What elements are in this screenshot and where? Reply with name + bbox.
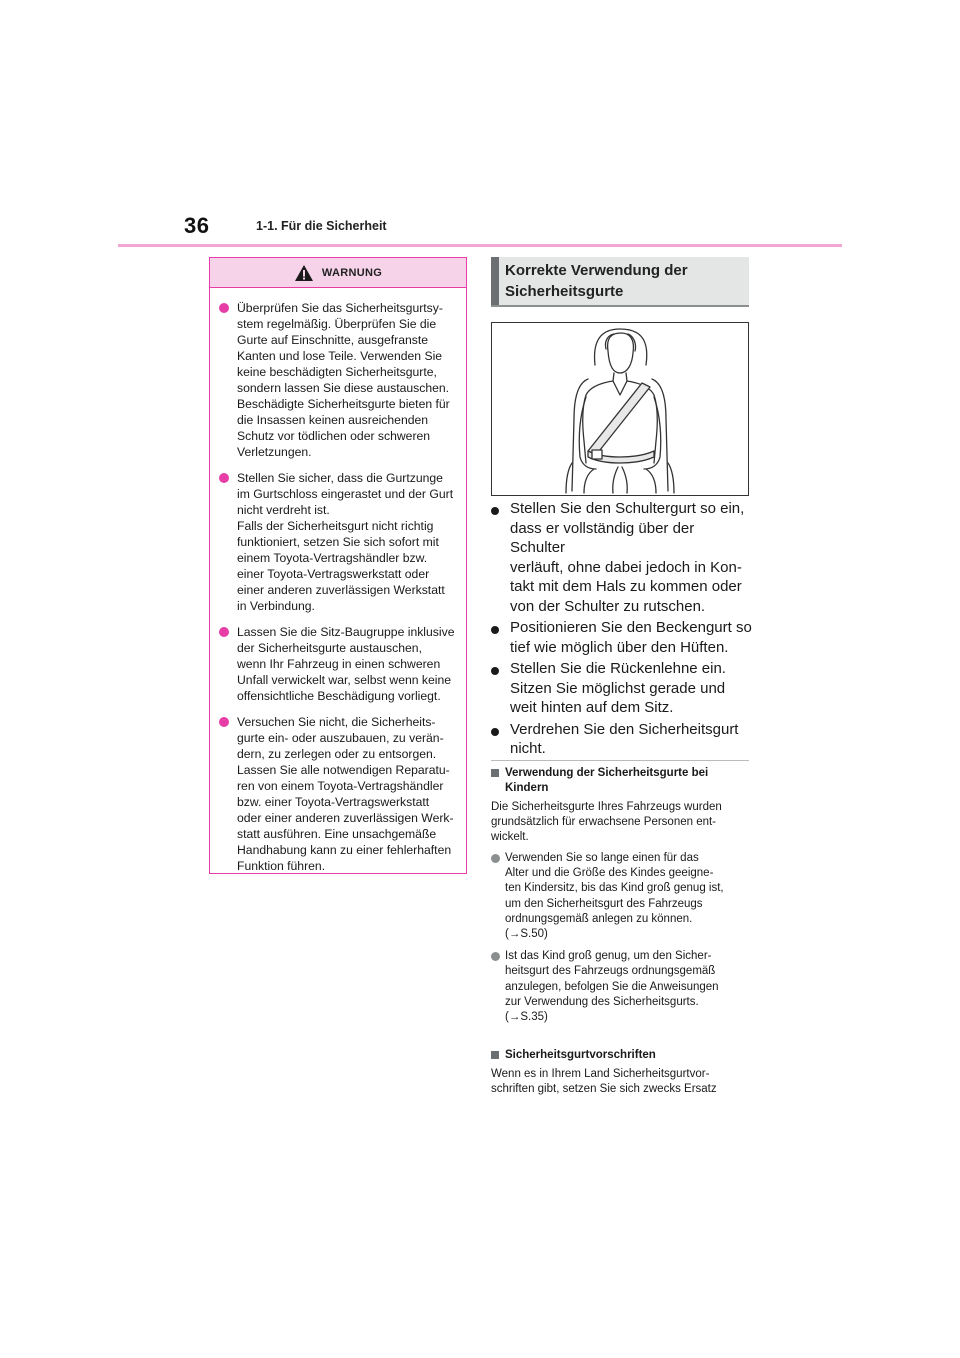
warning-list xyxy=(210,288,466,874)
bullet-icon xyxy=(491,854,500,863)
list-item xyxy=(491,618,753,657)
subsection-intro: Die Sicherheitsgurte Ihres Fahrzeugs wurden grundsätzlich für erwachsene Personen ent- wickelt. xyxy=(491,801,722,843)
bullet-icon xyxy=(219,303,229,313)
bullet-icon xyxy=(491,626,499,634)
divider xyxy=(491,760,749,761)
warning-triangle-icon xyxy=(294,264,314,282)
regulations-subsection xyxy=(491,1048,753,1097)
list-item xyxy=(491,499,753,616)
children-subsection xyxy=(491,766,753,1032)
warning-box xyxy=(209,257,467,874)
seated-person-drawing xyxy=(492,323,748,495)
bullet-icon xyxy=(491,507,499,515)
list-item xyxy=(491,720,753,759)
warning-header xyxy=(210,258,466,288)
warning-item xyxy=(218,714,456,874)
warning-item xyxy=(218,470,456,614)
warning-text: Versuchen Sie nicht, die Sicherheits- gurte ein- oder auszubauen, zu verän- dern, zu zerlegen oder zu entsorgen. Lassen Sie alle notwendigen Reparatu- ren von einem Toyota-Vertragshändler bzw. einer Toyota-Vertragswerkstatt oder einer anderen zuverlässigen Werk- statt ausführen. Eine unsachgemäße Handhabung kann zu einer fehlerhaften Funktion führen. xyxy=(237,715,454,873)
subsection-heading xyxy=(491,766,753,796)
bullet-icon xyxy=(219,473,229,483)
warning-item xyxy=(218,624,456,704)
bullet-icon xyxy=(219,717,229,727)
page-number: 36 xyxy=(184,213,210,238)
section-title: 1-1. Für die Sicherheit xyxy=(256,219,387,233)
bullet-icon xyxy=(491,952,500,961)
header-rule xyxy=(118,244,842,247)
subsection-heading-text: Sicherheitsgurtvorschriften xyxy=(505,1049,656,1061)
square-bullet-icon xyxy=(491,1051,499,1059)
list-item xyxy=(491,659,753,718)
instruction-text: Positionieren Sie den Beckengurt so tief wie möglich über den Hüften. xyxy=(510,619,752,656)
square-bullet-icon xyxy=(491,769,499,777)
subsection-heading-text: Verwendung der Sicherheitsgurte bei Kindern xyxy=(505,767,709,794)
bullet-icon xyxy=(491,728,499,736)
list-item-text: Ist das Kind groß genug, um den Sicher- heitsgurt des Fahrzeugs ordnungsgemäß anzulegen, befolgen Sie die Anweisungen zur Verwendung des Sicherheitsgurts. (→S.35) xyxy=(505,950,719,1024)
bullet-icon xyxy=(219,627,229,637)
seatbelt-illustration xyxy=(491,322,749,496)
warning-title: WARNUNG xyxy=(321,266,383,279)
list-item xyxy=(491,851,753,942)
warning-text: Lassen Sie die Sitz-Baugruppe inklusive der Sicherheitsgurte austauschen, wenn Ihr Fahrzeug in einen schweren Unfall verwickelt war, selbst wenn keine offensichtliche Beschädigung vorliegt. xyxy=(237,625,455,703)
subsection-heading xyxy=(491,1048,753,1063)
warning-text: Stellen Sie sicher, dass die Gurtzunge im Gurtschloss eingerastet und der Gurt nicht verdreht ist. Falls der Sicherheitsgurt nicht richtig funktioniert, setzen Sie sich sofort mit einem Toyota-Vertragshändler bzw. einer Toyota-Vertragswerkstatt oder einer anderen zuverlässigen Werkstatt in Verbindung. xyxy=(237,471,454,613)
bullet-icon xyxy=(491,667,499,675)
section-heading xyxy=(491,257,749,307)
warning-text: Überprüfen Sie das Sicherheitsgurtsy- stem regelmäßig. Überprüfen Sie die Gurte auf Einschnitte, ausgefranste Kanten und lose Teile. Verwenden Sie keine beschädigten Sicherheitsgurte, sondern lassen Sie diese austauschen. Beschädigte Sicherheitsgurte bieten für die Insassen keinen ausreichenden Schutz vor tödlichen oder schweren Verletzungen. xyxy=(237,301,450,459)
section-heading-text: Korrekte Verwendung der Sicherheitsgurte xyxy=(505,262,688,300)
instruction-text: Stellen Sie die Rückenlehne ein. Sitzen Sie möglichst gerade und weit hinten auf dem Sitz. xyxy=(510,660,726,716)
list-item xyxy=(491,949,753,1025)
usage-instructions-list xyxy=(491,499,753,761)
warning-item xyxy=(218,300,456,460)
heading-accent-bar xyxy=(491,257,499,305)
children-list xyxy=(491,851,753,1025)
instruction-text: Verdrehen Sie den Sicherheitsgurt nicht. xyxy=(510,720,739,757)
list-item-text: Verwenden Sie so lange einen für das Alter und die Größe des Kindes geeigne- ten Kindersitz, bis das Kind groß genug ist, um den Sicherheitsgurt des Fahrzeugs ordnungsgemäß anlegen zu können. (→S.50) xyxy=(505,852,724,941)
instruction-text: Stellen Sie den Schultergurt so ein, dass er vollständig über der Schulter verläuft, ohne dabei jedoch in Kon- takt mit dem Hals zu kommen oder von der Schulter zu rutschen. xyxy=(510,500,745,615)
regulations-text: Wenn es in Ihrem Land Sicherheitsgurtvor- schriften gibt, setzen Sie sich zwecks Ersatz xyxy=(491,1068,717,1095)
